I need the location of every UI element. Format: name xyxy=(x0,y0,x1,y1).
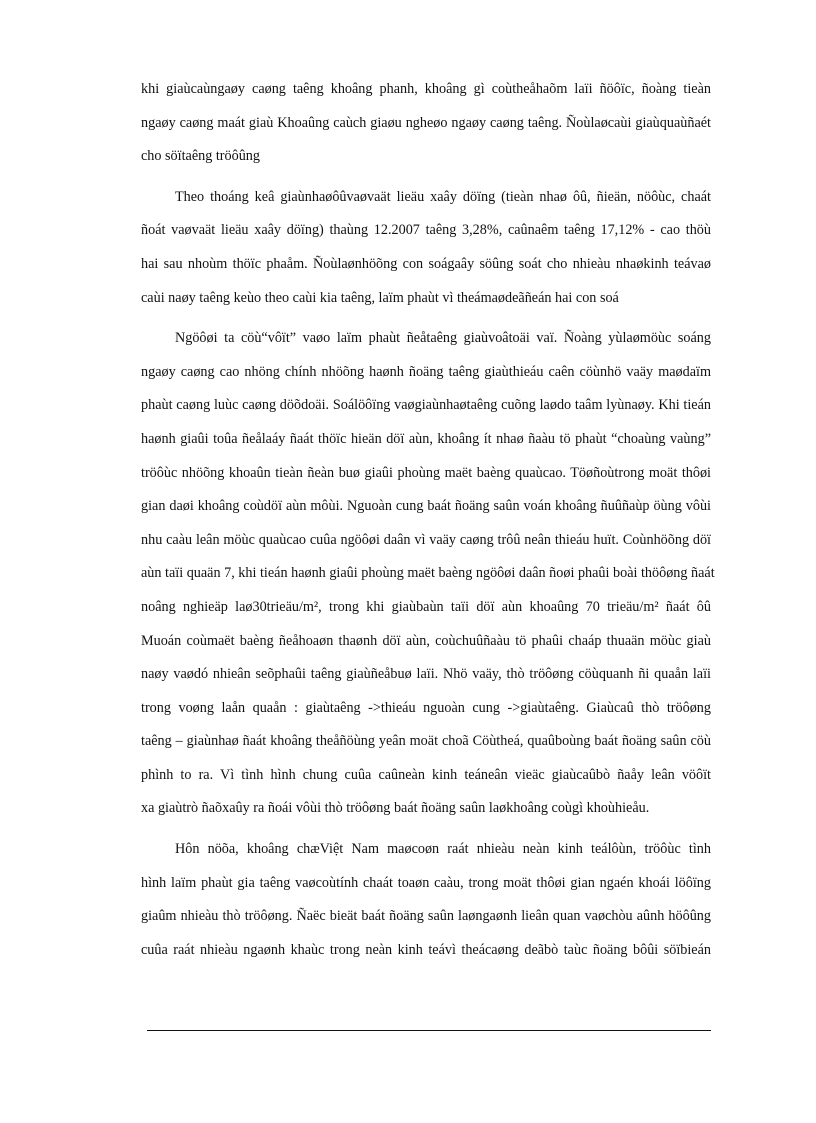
text-line: ngaøy caøng maát giaù Khoaûng caùch giaøu ngheøo ngaøy caøng taêng. Ñoùlaøcaùi giaùquaùñaét xyxy=(141,114,711,131)
text-line: phaùt caøng luùc caøng döõdoäi. Soálöôïng vaøgiaùnhaøtaêng cuõng laødo taâm lyùnaøy. Khi tieán xyxy=(141,397,711,414)
text-line: ñoát vaøvaät lieäu xaây döïng) thaùng 12.2007 taêng 3,28%, caûnaêm taêng 17,12% - cao thöù xyxy=(141,222,711,239)
footer-rule xyxy=(147,1030,711,1031)
text-line: naøy vaødó nhieân seõphaûi taêng giaùñeåbuø laïi. Nhö vaäy, thò tröôøng cöùquanh ñi quaån laïi xyxy=(141,666,711,683)
text-line: ngaøy caøng cao nhöng chính nhöõng haønh ñoäng taêng giaùthieáu caên cöùnhö vaäy maødaïm xyxy=(141,363,711,380)
text-line: nhu caàu leân möùc quaùcao cuûa ngöôøi daân vì vaäy caøng trôû neân thieáu huït. Coùnhöõng döï xyxy=(141,531,711,548)
text-line: Ngöôøi ta cöù“vôït” vaøo laïm phaùt ñeåtaêng giaùvoâtoäi vaï. Ñoàng yùlaømöùc soáng xyxy=(175,330,711,347)
text-line: cuûa raát nhieàu ngaønh khaùc trong neàn kinh teávì theácaøng deãbò taùc ñoäng bôûi söïbieán xyxy=(141,941,711,958)
text-line: hai sau nhoùm thöïc phaåm. Ñoùlaønhöõng con soágaây söûng soát cho nhieàu nhaøkinh teávaø xyxy=(141,255,711,272)
text-line: phình to ra. Vì tình hình chung cuûa caûneàn kinh teáneân vieäc giaùcaûbò ñaåy leân vöôït xyxy=(141,766,711,783)
text-line: cho söïtaêng tröôûng xyxy=(141,148,260,165)
text-line: hình laïm phaùt gia taêng vaøcoùtính chaát toaøn caàu, trong moät thôøi gian ngaén khoái löôïng xyxy=(141,874,711,891)
text-line: Hôn nöõa, khoâng chæViệt Nam maøcoøn raát nhieàu neàn kinh teálôùn, tröôùc tình xyxy=(175,841,711,858)
text-line: tröôùc nhöõng khoaûn tieàn ñeàn buø giaûi phoùng maët baèng quaùcao. Töøñoùtrong moät thôøi xyxy=(141,464,711,481)
text-line: giaûm nhieàu thò tröôøng. Ñaëc bieät baát ñoäng saûn laøngaønh lieân quan vaøchòu aûnh höôûng xyxy=(141,908,711,925)
text-line: haønh giaûi toûa ñeålaáy ñaát thöïc hieän döï aùn, khoâng ít nhaø ñaàu tö phaùt “choaùng vaùng” xyxy=(141,430,711,447)
text-line: aùn taïi quaän 7, khi tieán haønh giaûi phoùng maët baèng ngöôøi daân ñoøi phaûi boài thöôøng ñaát xyxy=(141,565,715,582)
text-line: xa giaùtrò ñaõxaûy ra ñoái vôùi thò tröôøng baát ñoäng saûn laøkhoâng coùgì khoùhieåu. xyxy=(141,800,650,817)
text-line: gian daøi khoâng coùdöï aùn môùi. Nguoàn cung baát ñoäng saûn voán khoâng ñuûñaùp öùng vôùi xyxy=(141,498,711,515)
text-line: taêng – giaùnhaø ñaát khoâng theåñöùng yeân moät choã Cöùtheá, quaûboùng baát ñoäng saûn cöù xyxy=(141,733,711,750)
text-line: Theo thoáng keâ giaùnhaøôûvaøvaät lieäu xaây döïng (tieàn nhaø ôû, ñieän, nöôùc, chaát xyxy=(175,188,711,205)
text-line: khi giaùcaùngaøy caøng taêng khoâng phanh, khoâng gì coùtheåhaõm laïi ñöôïc, ñoàng tieàn xyxy=(141,81,711,97)
text-line: Muoán coùmaët baèng ñeåhoaøn thaønh döï aùn, coùchuûñaàu tö phaûi chaáp thuaän möùc giaù xyxy=(141,632,711,649)
text-line: caùi naøy taêng keùo theo caùi kia taêng, laïm phaùt vì theámaødeãñeán hai con soá xyxy=(141,289,619,306)
text-line: trong voøng laån quaån : giaùtaêng ->thieáu nguoàn cung ->giaùtaêng. Giaùcaû thò tröôøng xyxy=(141,699,711,716)
body-text xyxy=(141,73,715,967)
text-line: noâng nghieäp laø30trieäu/m², trong khi giaùbaùn taïi döï aùn khoaûng 70 trieäu/m² ñaát ôû xyxy=(141,598,711,615)
